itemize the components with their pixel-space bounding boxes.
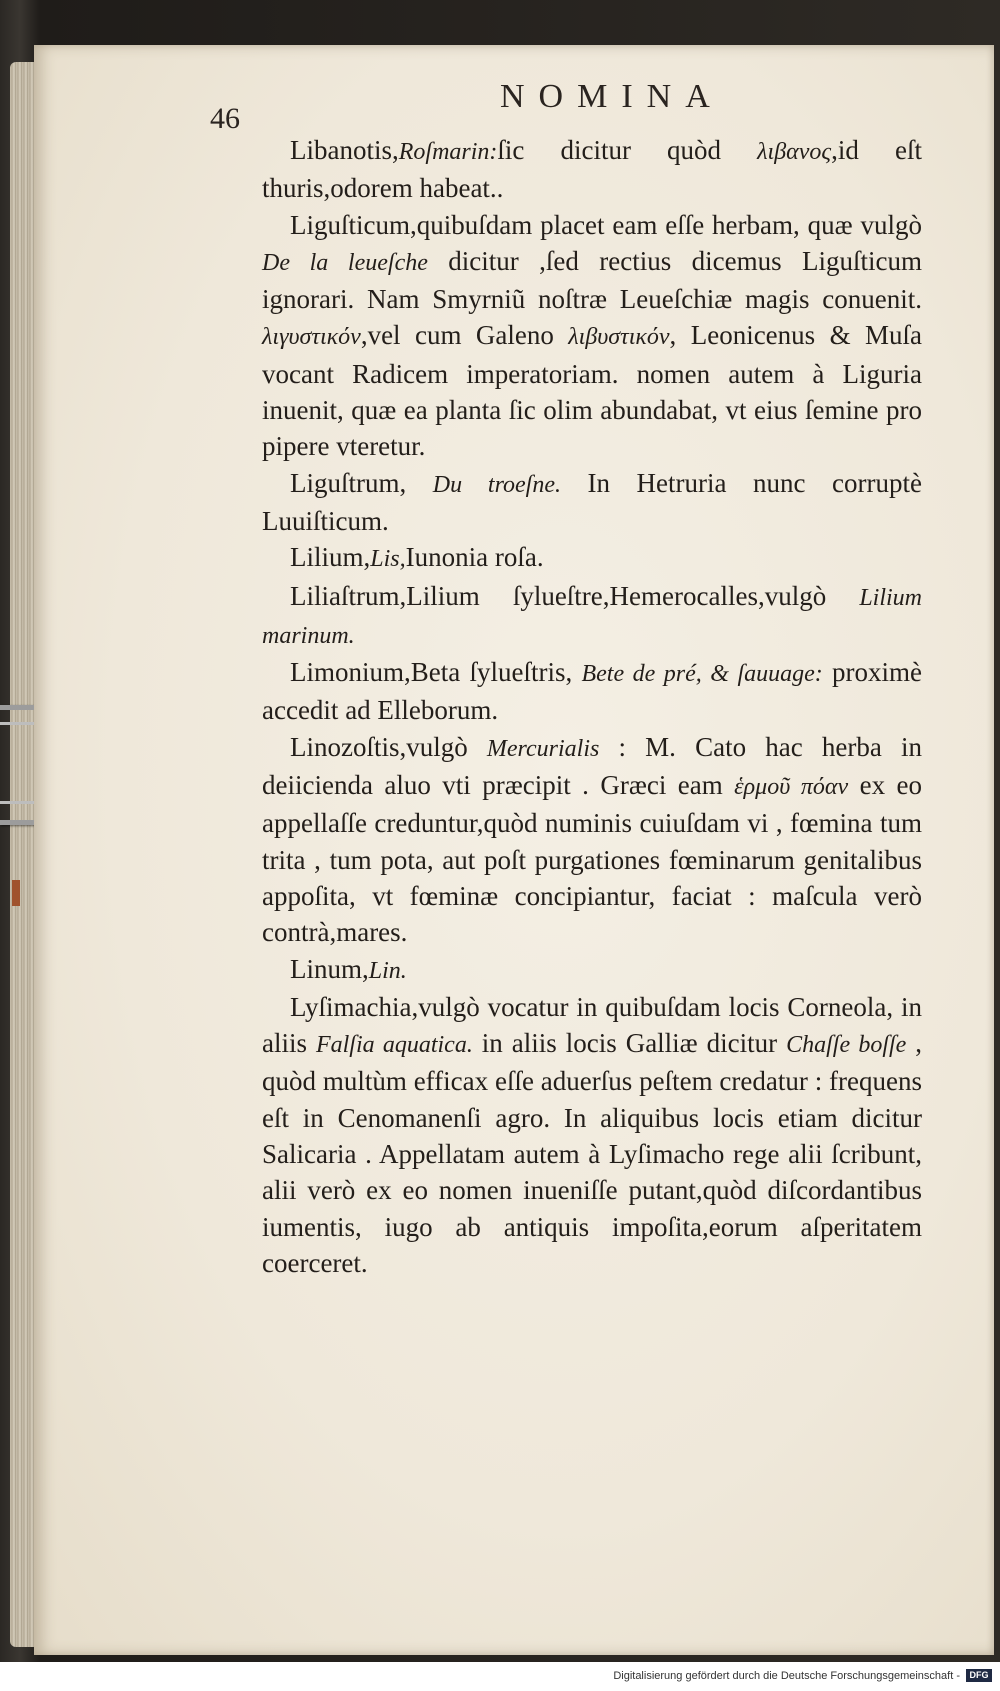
entry-limonium: [262, 654, 922, 729]
entry-text: Lyſimachia,vulgò vocatur in quibuſdam locis Corneola, in aliis: [262, 991, 922, 1059]
vernacular-name: Lilium marinum.: [262, 584, 922, 649]
entry-text: in aliis locis Galliæ dicitur: [472, 1028, 787, 1059]
vernacular-name: Roſmarin:: [398, 139, 498, 165]
entry-lilium: [262, 539, 922, 577]
entry-linum: [262, 951, 922, 989]
vernacular-name: Mercurialis: [486, 735, 600, 762]
vernacular-name: Falſia aquatica.: [315, 1032, 473, 1059]
page-body: [262, 132, 922, 1281]
entry-text: Liguſtrum,: [290, 467, 433, 498]
running-head: NOMINA: [500, 78, 724, 115]
entry-text: Liguſticum,quibuſdam placet eam eſſe herbam, quæ vulgò: [290, 209, 922, 240]
entry-text: In Hetruria nunc corruptè Luuiſticum.: [262, 467, 922, 536]
vernacular-name: Lin.: [368, 957, 407, 984]
dfg-credit: Digitalisierung gefördert durch die Deutsche Forschungsgemeinschaft -: [613, 1670, 960, 1682]
vernacular-name: Lis,: [370, 546, 406, 573]
entry-text: Libanotis,: [290, 135, 399, 165]
entry-text: ,id eſt thuris,odorem habeat..: [262, 135, 922, 204]
page-number: 46: [210, 102, 240, 135]
rust-stain: [12, 880, 20, 906]
vernacular-name: Du troeſne.: [432, 471, 561, 498]
entry-libanotis: [262, 132, 922, 207]
entry-lysimachia: [262, 989, 922, 1281]
vernacular-name: Chaſſe boſſe: [786, 1032, 907, 1059]
entry-text: , quòd multùm efficax eſſe aduerſus peſtem credatur : frequens eſt in Cenomanenſi agro. In aliquibus locis etiam dicitur Salicaria . Appellatam autem à Lyſimacho rege alii ſcribunt, alii verò ex eo nomen inueniſſe putant,quòd diſcordantibus iumentis, iugo ab antiquis impoſita,eorum aſperitatem coerceret.: [262, 1028, 923, 1278]
entry-text: , Leonicenus & Muſa vocant Radicem imperatoriam. nomen autem à Liguria inuenit, quæ ea planta ſic olim abundabat, vt eius ſemine pro pipere vteretur.: [262, 320, 922, 462]
entry-text: ſic dicitur quòd: [497, 135, 758, 165]
entry-text: ex eo appellaſſe creduntur,quòd numinis cuiuſdam vi , fœmina tum trita , tum pota, aut poſt purgationes fœminarum genitalibus appoſita, vt fœminæ concipiantur, faciat : maſcula verò contrà,mares.: [262, 770, 923, 948]
footer-bar: [0, 1662, 1000, 1691]
entry-text: : M. Cato hac herba in deiicienda aluo vti præcipit . Græci eam: [262, 731, 922, 801]
entry-text: Linum,: [290, 953, 369, 984]
entry-text: proximè accedit ad Elleborum.: [262, 657, 922, 726]
entry-text: dicitur ,ſed rectius dicemus Liguſticum ignorari. Nam Smyrniũ noſtræ Leueſchiæ magis conuenit.: [262, 245, 922, 315]
entry-text: Lilium,: [290, 542, 371, 573]
entry-linozostis: [262, 729, 922, 951]
entry-text: Linozoſtis,vulgò: [290, 731, 487, 762]
greek-term: λιβανος: [757, 139, 832, 165]
entry-ligusticum: [262, 207, 922, 465]
greek-term: ἑρμοῦ πόαν: [734, 774, 849, 801]
greek-term: λιγυστικόν: [262, 324, 361, 351]
entry-text: Liliaſtrum,Lilium ſylueſtre,Hemerocalles,vulgò: [290, 580, 860, 611]
entry-ligustrum: [262, 465, 922, 540]
vernacular-name: Bete de pré, & ſauuage:: [581, 661, 823, 688]
dfg-logo-icon[interactable]: DFG: [966, 1669, 992, 1682]
entry-text: Iunonia roſa.: [405, 542, 544, 573]
entry-text: Limonium,Beta ſylueſtris,: [290, 657, 582, 688]
entry-text: ,vel cum Galeno: [360, 320, 569, 351]
entry-liliastrum: [262, 578, 922, 655]
vernacular-name: De la leueſche: [262, 249, 428, 276]
greek-term: λιβυστικόν: [568, 324, 670, 351]
